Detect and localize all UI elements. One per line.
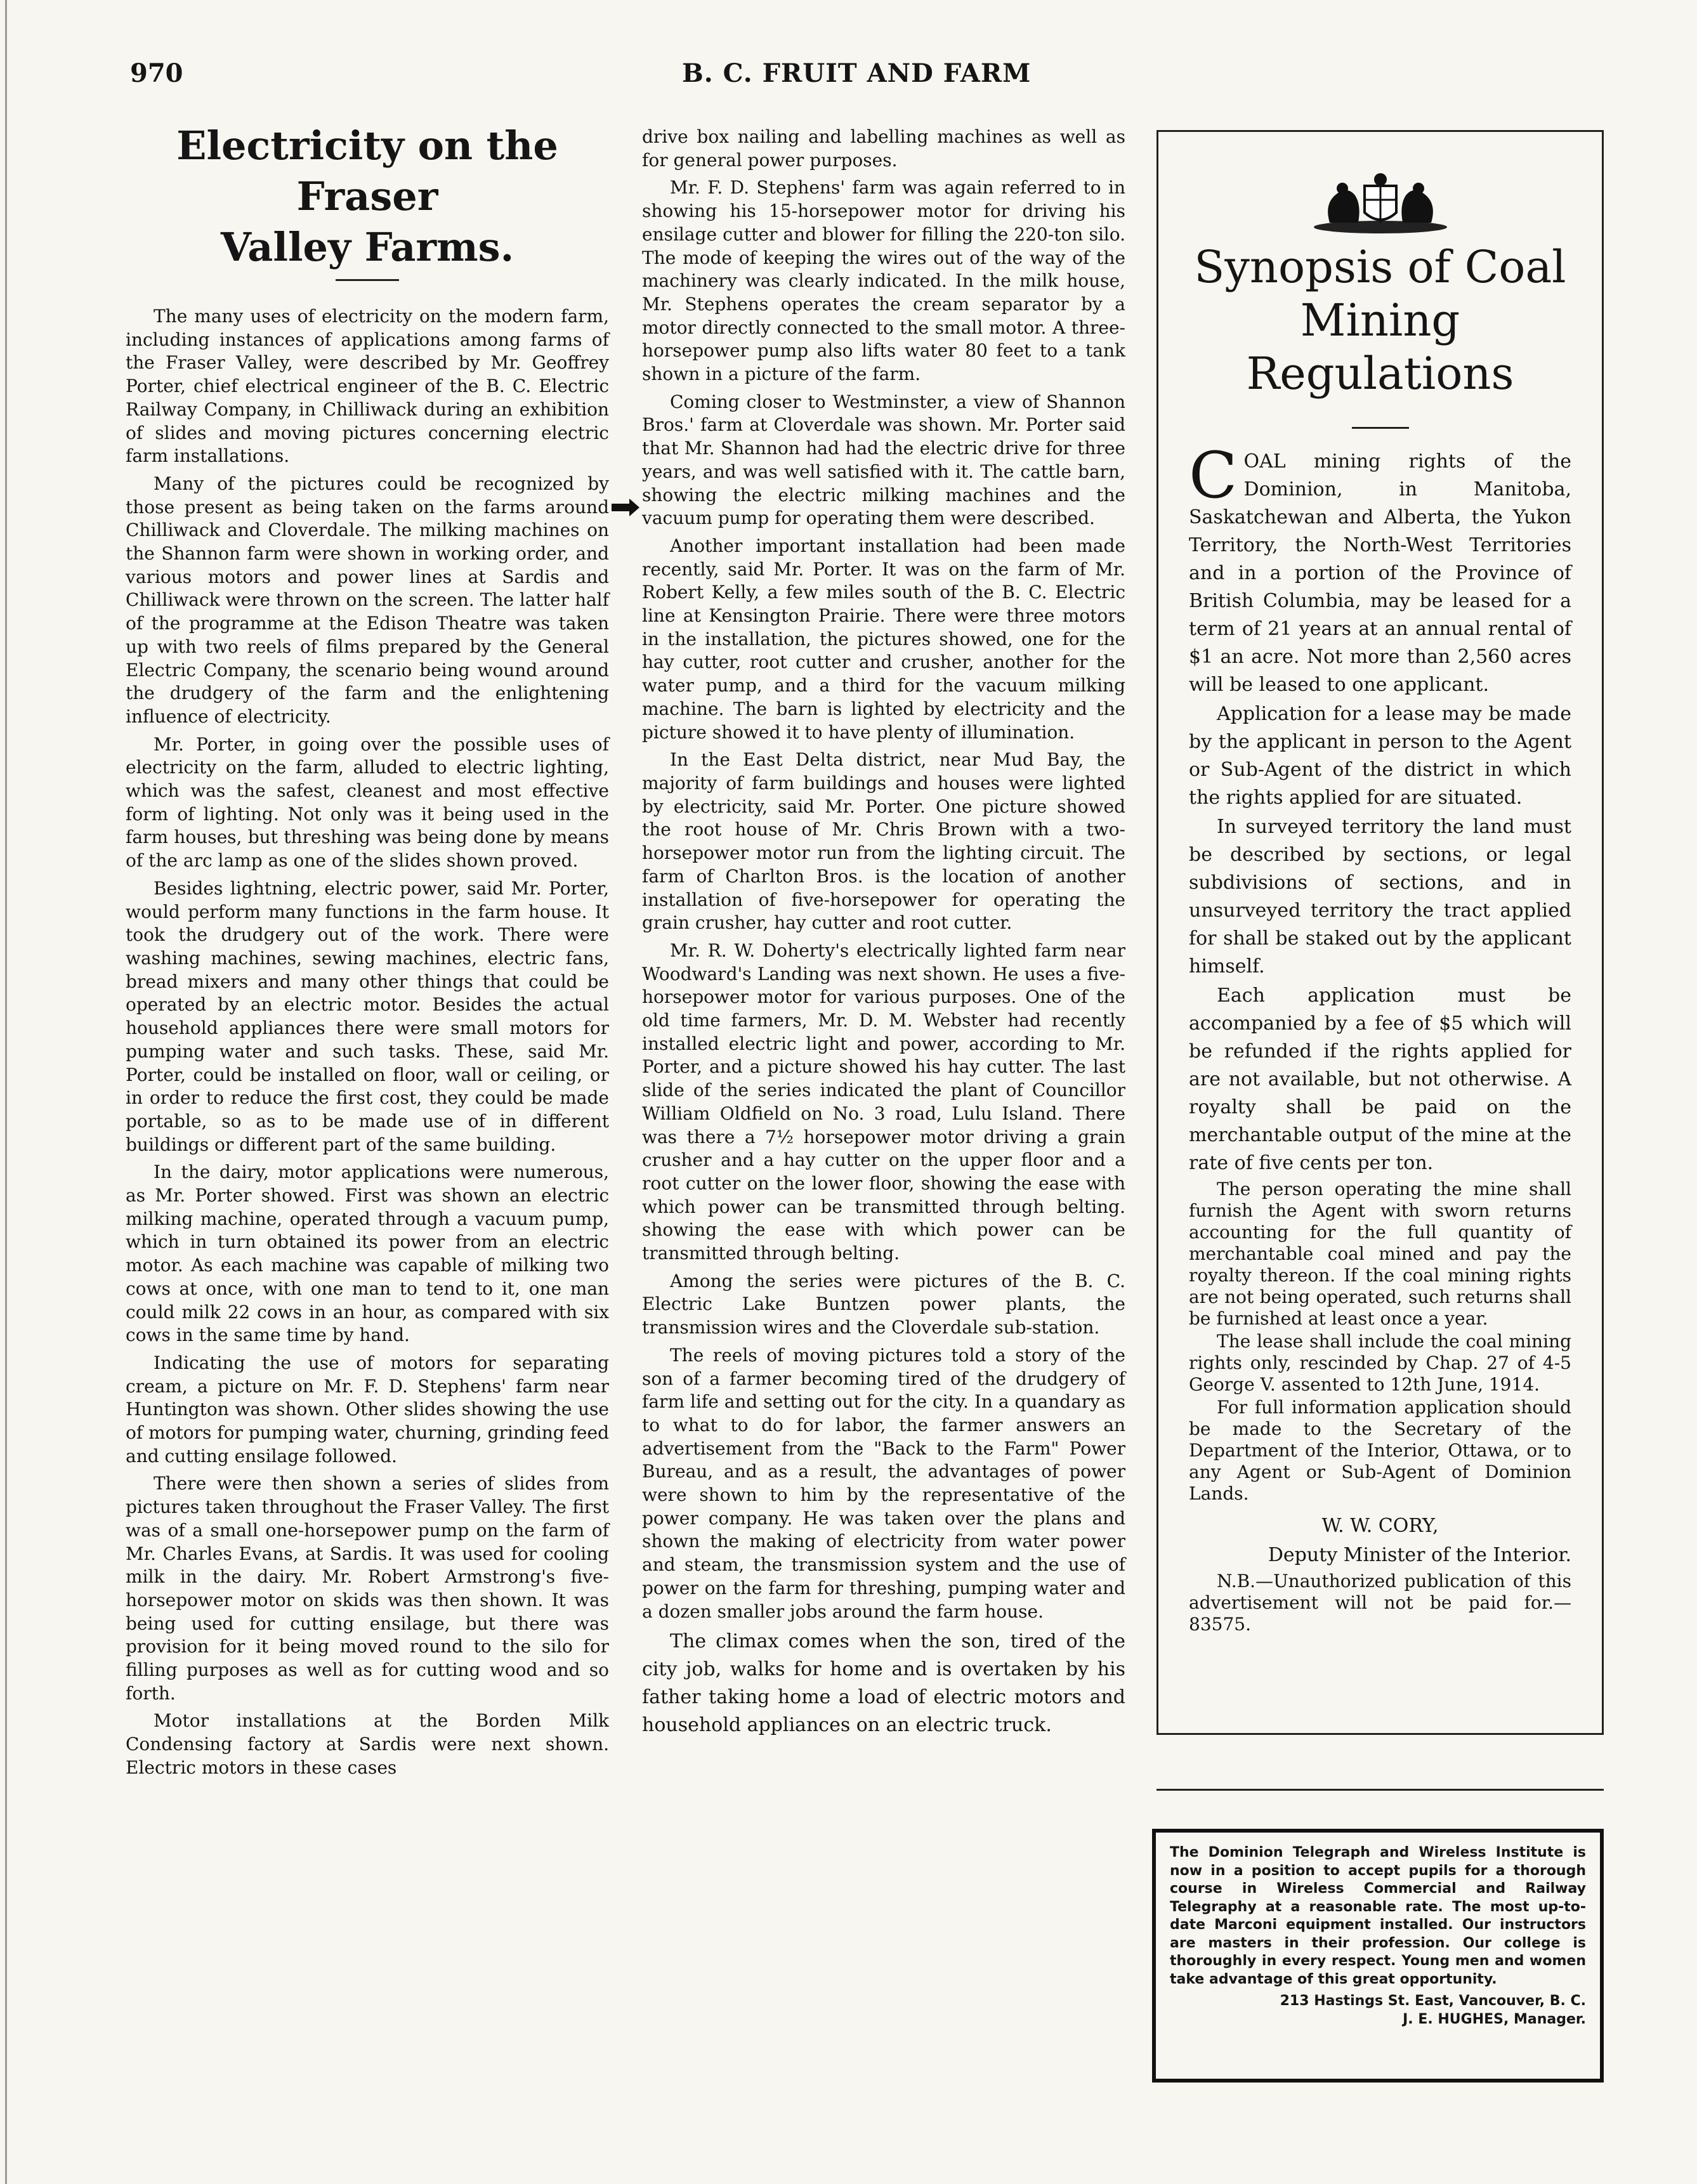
article-title-line-2: Valley Farms.	[220, 224, 514, 270]
article-paragraph: In the dairy, motor applications were numerous, as Mr. Porter showed. First was shown an electric milking machine, operated through a vacuum pump, which in turn obtained its power from an electric motor. As each machine was capable of milking two cows at once, with one man to tend to it, one man could milk 22 cows in an hour, as compared with six cows in the same time by hand.	[126, 1161, 609, 1346]
coal-ad-paragraph	[1189, 438, 1571, 699]
article-paragraph: The reels of moving pictures told a story of the son of a farmer becoming tired of the drudgery of farm life and setting out for the city. In a quandary as to what to do for labor, the farmer answers an advertisement from the "Back to the Farm" Power Bureau, and as a result, the advantages of power were shown to him by the representative of the power company. He was taken over the plans and shown the making of electricity from water power and steam, the transmission system and the use of power on the farm for threshing, pumping water and a dozen smaller jobs around the farm house.	[642, 1344, 1125, 1622]
coal-ad-title	[1189, 240, 1571, 400]
article-paragraph: Among the series were pictures of the B. C. Electric Lake Buntzen power plants, the transmission wires and the Cloverdale sub-station.	[642, 1270, 1125, 1338]
article-paragraph: Mr. F. D. Stephens' farm was again referred to in showing his 15-horsepower motor for driving his ensilage cutter and blower for filling the 220-ton silo. The mode of keeping the wires out of the way of the machinery was clearly indicated. In the milk house, Mr. Stephens operates the cream separator by a motor directly connected to the small motor. A three-horsepower pump also lifts water 80 feet to a tank shown in a picture of the farm.	[642, 177, 1125, 385]
coal-ad-first-paragraph: OAL mining rights of the Dominion, in Manitoba, Saskatchewan and Alberta, the Yukon Territory, the North-West Territories and in a portion of the Province of British Columbia, may be leased for a term of 21 years at an annual rental of $1 an acre. Not more than 2,560 acres will be leased to one applicant.	[1189, 450, 1571, 696]
article-title-line-1: Electricity on the Fraser	[176, 122, 558, 219]
article-paragraph: Another important installation had been made recently, said Mr. Porter. It was on the farm of Mr. Robert Kelly, a few miles south of the B. C. Electric line at Kensington Prairie. There were three motors in the installation, the pictures showed, one for the hay cutter, root cutter and crusher, another for the water pump, and a third for the vacuum milking machine. The barn is lighted by electricity and the picture showed it to have plenty of illumination.	[642, 535, 1125, 743]
coal-ad-paragraph: For full information application should be made to the Secretary of the Department of the Interior, Ottawa, or to any Agent or Sub-Agent of Dominion Lands.	[1189, 1397, 1571, 1504]
article-column-1	[126, 121, 609, 1784]
separator-rule	[1156, 1789, 1604, 1791]
article-paragraph: drive box nailing and labelling machines as well as for general power purposes.	[642, 126, 1125, 171]
page-number: 970	[130, 58, 183, 88]
article-paragraph: The climax comes when the son, tired of the city job, walks for home and is overtaken by his father taking home a load of electric motors and household appliances on an electric truck.	[642, 1630, 1125, 1737]
article-paragraph: In the East Delta district, near Mud Bay, the majority of farm buildings and houses were lighted by electricity, said Mr. Porter. One picture showed the root house of Mr. Chris Brown with a two-horsepower motor run from the lighting circuit. The farm of Charlton Bros. is the location of another installation of five-horsepower for operating the grain crusher, hay cutter and root cutter.	[642, 749, 1125, 934]
coal-ad-paragraph: The lease shall include the coal mining rights only, rescinded by Chap. 27 of 4-5 George V. assented to 12th June, 1914.	[1189, 1331, 1571, 1395]
coal-ad-paragraph: In surveyed territory the land must be described by sections, or legal subdivisions of sections, and in unsurveyed territory the tract applied for shall be staked out by the applicant himself.	[1189, 816, 1571, 978]
article-paragraph: Indicating the use of motors for separating cream, a picture on Mr. F. D. Stephens' farm near Huntington was shown. Other slides showing the use of motors for pumping water, churning, grinding feed and cutting ensilage followed.	[126, 1352, 609, 1467]
article-paragraph: Coming closer to Westminster, a view of Shannon Bros.' farm at Cloverdale was shown. Mr. Porter said that Mr. Shannon had had the electric drive for three years, and was well satisfied with it. The cattle barn, showing the electric milking machines and the vacuum pump for operating them were described.	[642, 391, 1125, 529]
coal-ad-note: N.B.—Unauthorized publication of this advertisement will not be paid for.—83575.	[1189, 1571, 1571, 1635]
article-paragraph: Mr. Porter, in going over the possible uses of electricity on the farm, alluded to electric lighting, which was the safest, cleanest and most effective form of lighting. Not only was it being used in the farm houses, but threshing was being done by means of the arc lamp as one of the slides shown proved.	[126, 733, 609, 872]
school-ad-address: 213 Hastings St. East, Vancouver, B. C.	[1280, 1993, 1586, 2009]
coal-ad-paragraph: Each application must be accompanied by a fee of $5 which will be refunded if the rights applied for are not available, but not otherwise. A royalty shall be paid on the merchantable output of the mine at the rate of five cents per ton.	[1189, 984, 1571, 1174]
school-ad-text: The Dominion Telegraph and Wireless Institute is now in a position to accept pupils for a thorough course in Wireless Commercial and Railway Telegraphy at a reasonable rate. The most up-to-date Marconi equipment installed. Our instructors are masters in their profession. Our college is thoroughly in every respect. Young men and women take advantage of this great opportunity.	[1170, 1845, 1586, 1987]
school-ad-manager: J. E. HUGHES, Manager.	[1403, 2011, 1586, 2027]
article-paragraph: The many uses of electricity on the modern farm, including instances of applications among farms of the Fraser Valley, were described by Mr. Geoffrey Porter, chief electrical engineer of the B. C. Electric Railway Company, in Chilliwack during an exhibition of slides and moving pictures concerning electric farm installations.	[126, 306, 609, 467]
coal-ad-title-line-3: Regulations	[1246, 348, 1514, 400]
coal-ad-paragraph: The person operating the mine shall furnish the Agent with sworn returns accounting for the full quantity of merchantable coal mined and pay the royalty thereon. If the coal mining rights are not being operated, such returns shall be furnished at least once a year.	[1189, 1179, 1571, 1329]
coal-ad-title-line-1: Synopsis of Coal	[1194, 241, 1566, 293]
coal-ad-title-line-2: Mining	[1300, 294, 1460, 346]
article-title	[126, 121, 609, 273]
running-title: B. C. FRUIT AND FARM	[682, 58, 1032, 88]
pointing-hand-icon	[610, 495, 641, 520]
telegraph-school-advertisement	[1152, 1829, 1604, 2083]
coal-ad-paragraph: Application for a lease may be made by the applicant in person to the Agent or Sub-Agent of the district in which the rights applied for are situated.	[1189, 703, 1571, 809]
article-paragraph: There were then shown a series of slides from pictures taken throughout the Fraser Valley. The first was of a small one-horsepower pump on the farm of Mr. Charles Evans, at Sardis. It was used for cooling milk in the dairy. Mr. Robert Armstrong's five-horsepower motor on skids was then shown. It was being used for cutting ensilage, but there was provision for it being moved round to the silo for filling purposes as well as for cutting wood and so forth.	[126, 1473, 609, 1704]
page-header	[0, 58, 1697, 96]
coal-ad-rule	[1352, 427, 1409, 429]
signature-name: W. W. CORY,	[1321, 1515, 1439, 1537]
coal-ad-body	[1189, 438, 1571, 1635]
article-paragraph: Many of the pictures could be recognized by those present as being taken on the farms around Chilliwack and Cloverdale. The milking machines on the Shannon farm were shown in working order, and various motors and power lines at Sardis and Chilliwack were thrown on the screen. The latter half of the programme at the Edison Theatre was taken up with two reels of films prepared by the General Electric Company, the scenario being wound around the drudgery of the farm and the enlightening influence of electricity.	[126, 473, 609, 727]
article-paragraph: Mr. R. W. Doherty's electrically lighted farm near Woodward's Landing was next shown. He uses a five-horsepower motor for various purposes. One of the old time farmers, Mr. D. M. Webster had recently installed electric light and power, according to Mr. Porter, and a picture showed his hay cutter. The last slide of the series indicated the plant of Councillor William Oldfield on No. 3 road, Lulu Island. There was there a 7½ horsepower motor driving a grain crusher and a hay cutter on the upper floor and a root cutter on the lower floor, showing the ease with which power can be transmitted through belting. showing the ease with which power can be transmitted through belting.	[642, 939, 1125, 1264]
article-column-2	[642, 126, 1125, 1744]
signature-title: Deputy Minister of the Interior.	[1268, 1544, 1571, 1566]
dropcap-letter: C	[1189, 438, 1238, 513]
article-paragraph: Besides lightning, electric power, said Mr. Porter, would perform many functions in the farm house. It took the drudgery out of the work. There were washing machines, sewing machines, electric fans, bread mixers and many other things that could be operated by an electric motor. Besides the actual household appliances there were small motors for pumping water and such tasks. These, said Mr. Porter, could be installed on floor, wall or ceiling, or in order to reduce the first cost, they could be made portable, so as to be made use of in different buildings or different part of the same building.	[126, 877, 609, 1155]
coal-mining-advertisement	[1156, 130, 1604, 1735]
title-rule	[336, 279, 399, 281]
page-edge-shadow	[5, 0, 7, 2184]
article-paragraph: Motor installations at the Borden Milk Condensing factory at Sardis were next shown. Electric motors in these cases	[126, 1710, 609, 1778]
coat-of-arms-icon	[1304, 167, 1457, 237]
